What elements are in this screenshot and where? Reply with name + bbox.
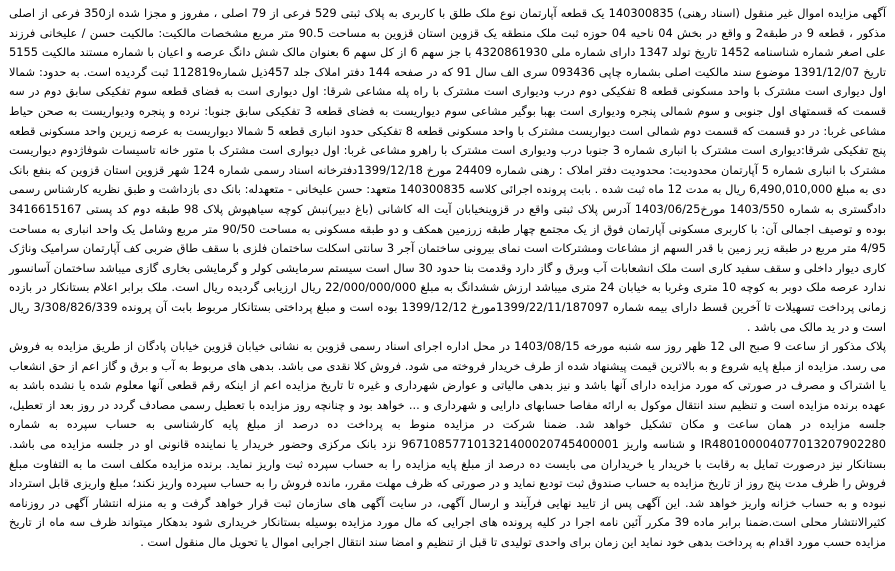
- notice-paragraph-auction-terms: پلاک مذکور از ساعت 9 صبح الی 12 ظهر روز سه شنبه مورخه 1403/08/15 در محل اداره اجرای اسناد رسمی قزوین به نشانی خیابان قزوین خیابان پادگان از طریق مزایده به فروش می رسد. مزایده از مبلغ پایه شروع و به بالاترین قیمت پیشنهاد شده از طرف خریدار فروخته می شود. فروش کلا نقدی می باشد. بدهی های مربوط به آب و برق و گاز اعم از حق انشعاب یا اشتراک و مصرف در صورتی که مورد مزایده دارای آنها باشد و نیز بدهی مالیاتی و عوارض شهرداری و غیره تا تاریخ مزایده اعم از اینکه رقم قطعی آنها معلوم شده یا نشده باشد به عهده برنده مزایده است و تنظیم سند انتقال موکول به ارائه مفاصا حسابهای دارایی و شهرداری و ... خواهد بود و چنانچه روز مزایده با تعطیل رسمی مصادف گردد در روز بعد از تعطیل، جلسه مزایده در همان ساعت و مکان تشکیل خواهد شد. ضمنا شرکت در مزایده منوط به پرداخت ده درصد از مبلغ پایه کارشناسی به حساب سپرده به شماره IR480100004077013207902280 و شناسه واریز 967108577101321400020745400001 نزد بانک مرکزی وحضور خریدار یا نماینده قانونی او در جلسه مزایده می باشد. بستانکار نیز درصورت تمایل به رقابت با خریدار یا خریداران می بایست ده درصد از مبلغ پایه مزایده را به حساب سپرده ثبت واریز نماید. برنده مزایده مکلف است ما به التفاوت مبلغ فروش را ظرف مدت پنج روز از تاریخ مزایده به حساب صندوق ثبت تودیع نماید و در صورتی که ظرف مهلت مقرر، مانده فروش را به حساب سپرده واریز نکند؛ مبلغ واریزی قابل استرداد نبوده و به حساب خزانه واریز خواهد شد. این آگهی پس از تایید نهایی فرآیند و ارسال آگهی، در سایت آگهی های سازمان ثبت قرار خواهد گرفت و به منزله انتشار آگهی در روزنامه کثیرالانتشار محلی است.ضمنا برابر ماده 39 مکرر آئین نامه اجرا در کلیه پرونده های اجرایی که مال مورد مزایده بوسیله بستانکار خریداری شود بدهکار میتواند ظرف سه ماه از تاریخ مزایده حسب مورد اقدام به پرداخت بدهی خود نماید این زمان برای واحدی تولیدی تا قبل از تنظیم و امضا سند انتقال اجرایی اموال یا تحویل مال منقول است .: [9, 339, 886, 550]
- notice-paragraph-property: آگهی مزایده اموال غیر منقول (اسناد رهنی) 140300835 یک قطعه آپارتمان نوع ملک طلق با کاربری به پلاک ثبتی 529 فرعی از 79 اصلی ، مفروز و مجزا شده از350 فرعی از اصلی مذکور ، قطعه 9 در طبقه2 و واقع در بخش 04 ناحیه 04 حوزه ثبت ملک منطقه یک قزوین استان قزوین به مساحت 90.5 متر مربع مشخصات مالکیت: مالکیت حسن / علیخانی فرزند علی اصغر شماره شناسنامه 1452 تاریخ تولد 1347 دارای شماره ملی 4320861930 با جز سهم 6 از کل سهم 6 بعنوان مالک شش دانگ عرصه و اعیان با شماره مستند مالکیت 5155 تاریخ 1391/12/07 موضوع سند مالکیت اصلی بشماره چاپی 093436 سری الف سال 91 که در صفحه 144 دفتر املاک جلد 457ذیل شماره112819 ثبت گردیده است. به حدود: شمالا اول دیواری است مشترک با واحد مسکونی قطعه 8 تفکیکی دوم درب ودیواری است مشترک با راه پله مشاعی شرقا: اول دیواری است به فضای قطعه سوم تفکیکی سابق دوم در سه قسمت که قسمتهای اول جنوبی و سوم شمالی پنجره ودیواری است بهبا بوگیر مشاعی سوم دیواریست به فضای قطعه 3 تفکیکی سابق جنوبا: نرده و پنجره ودیواریست به صحن حیاط مشاعی غربا: در دو قسمت که قسمت دوم شمالی است دیواریست مشترک با واحد مسکونی قطعه 8 تفکیکی حدود انباری قطعه 5 شمالا دیواریست به عرصه زیرین واحد مسکونی قطعه پنج تفکیکی شرقا:دیواری است مشترک با انباری شماره 3 جنوبا درب ودیواری است مشترک با راهرو مشاعی غربا: اول دیواری است مشترک با متور خانه تاسیسات شوفاژدوم دیواریست مشترک با انباری شماره 5 آپارتمان محدودیت: محدودیت دفتر املاک : رهنی شماره 24409 مورخ 1399/12/18دفترخانه اسناد رسمی شماره 124 شهر قزوین استان قزوین که بنفع بانک دی به مبلغ 6,490,010,000 ریال به مدت 12 ماه ثبت شده . بابت پرونده اجرائی کلاسه 140300835 متعهد: حسن علیخانی - متعهدله: بانک دی بازداشت و طبق نظریه کارشناس رسمی دادگستری به شماره 1403/550 مورخ1403/06/25 آدرس پلاک ثبتی واقع در قزوینخیابان آیت اله کاشانی (باغ دبیر)نبش کوچه سیاهپوش پلاک 98 طبقه دوم کد پستی 3416615167 بوده و توصیف اجمالی آن: با کاربری مسکونی آپارتمان فوق از یک مجتمع چهار طبقه زرزمین همکف و دو طبقه مسکونی به مساحت 90/50 متر مربع وشامل یک واحد انباری به مساحت 4/95 متر مربع در طبقه زیر زمین با قدر السهم از مشاعات ومشترکات است نمای بیرونی ساختمان آجر 3 سانتی اسکلت ساختمان فلزی با سقف طاق ضربی کف آپارتمان سرامیک وناژک کاری دیوار داخلی و سقف سفید کاری است ملک انشعابات آب وبرق و گاز دارد وقدمت بنا حدود 30 سال است سیستم سرمایشی کولر و گرمایشی بخاری گازی میباشد ساختمان آسانسور ندارد عرصه ملک دوبر به کوچه 10 متری وغربا به خیابان 24 متری میباشد ارزش ششدانگ به مبلغ 22/000/000/000 ریال ارزیابی گردیده ریال است. ملک برابر اعلام بستانکار در بازده زمانی پرداخت تسهیلات تا آخرین قسط دارای بیمه شماره 1399/22/11/187097مورخ 1399/12/12 بوده است و مبلغ پرداختی بستانکار مربوط بابت آن پرونده 3/308/826/339 ریال است و در ید مالک می باشد .: [9, 6, 887, 334]
